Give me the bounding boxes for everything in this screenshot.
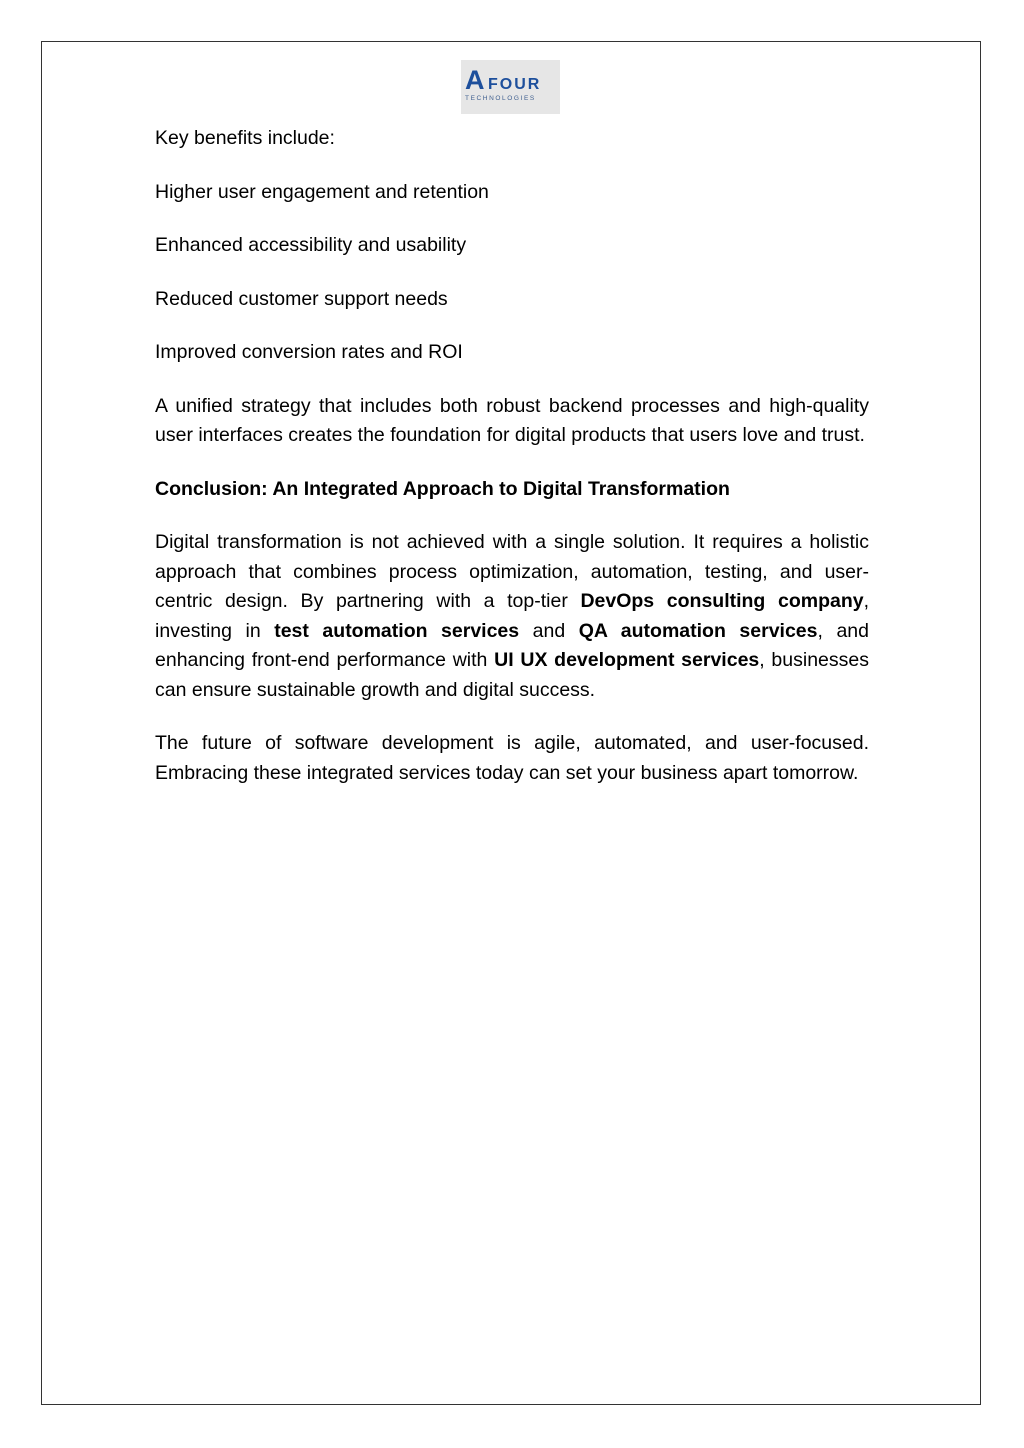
benefit-item: Improved conversion rates and ROI bbox=[155, 341, 463, 363]
logo-letter: A bbox=[465, 65, 485, 95]
benefits-intro: Key benefits include: bbox=[155, 127, 335, 149]
conclusion-heading: Conclusion: An Integrated Approach to Digital Transformation bbox=[155, 477, 730, 500]
benefit-item: Reduced customer support needs bbox=[155, 287, 448, 310]
conclusion-text: , businesses can ensure sustainable growth and digital success. bbox=[155, 649, 869, 701]
conclusion-text: , and enhancing front-end performance with bbox=[155, 619, 869, 671]
conclusion-paragraph bbox=[155, 528, 869, 705]
conclusion-text: Digital transformation is not achieved with a single solution. It requires a holistic approach that combines process optimization, automation, testing, and user-centric design. By partnering with a top-tier bbox=[155, 531, 869, 612]
conclusion-text: and bbox=[519, 619, 579, 642]
ui-ux-development-term: UI UX development services bbox=[494, 649, 760, 671]
company-logo bbox=[461, 60, 560, 114]
document-body bbox=[155, 124, 869, 812]
conclusion-text: , investing in bbox=[155, 590, 870, 642]
logo-word: FOUR bbox=[488, 76, 542, 93]
logo-tagline: TECHNOLOGIES bbox=[465, 95, 536, 102]
benefit-item: Enhanced accessibility and usability bbox=[155, 234, 467, 256]
test-automation-term: test automation services bbox=[274, 619, 520, 642]
unified-strategy-paragraph: A unified strategy that includes both robust backend processes and high-quality user interfaces creates the foundation for digital products that users love and trust. bbox=[155, 394, 869, 446]
benefit-item: Higher user engagement and retention bbox=[155, 180, 489, 203]
qa-automation-term: QA automation services bbox=[578, 619, 818, 642]
future-paragraph: The future of software development is agile, automated, and user-focused. Embracing these integrated services today can set your business apart tomorrow. bbox=[155, 732, 869, 784]
devops-consulting-term: DevOps consulting company bbox=[580, 590, 864, 612]
